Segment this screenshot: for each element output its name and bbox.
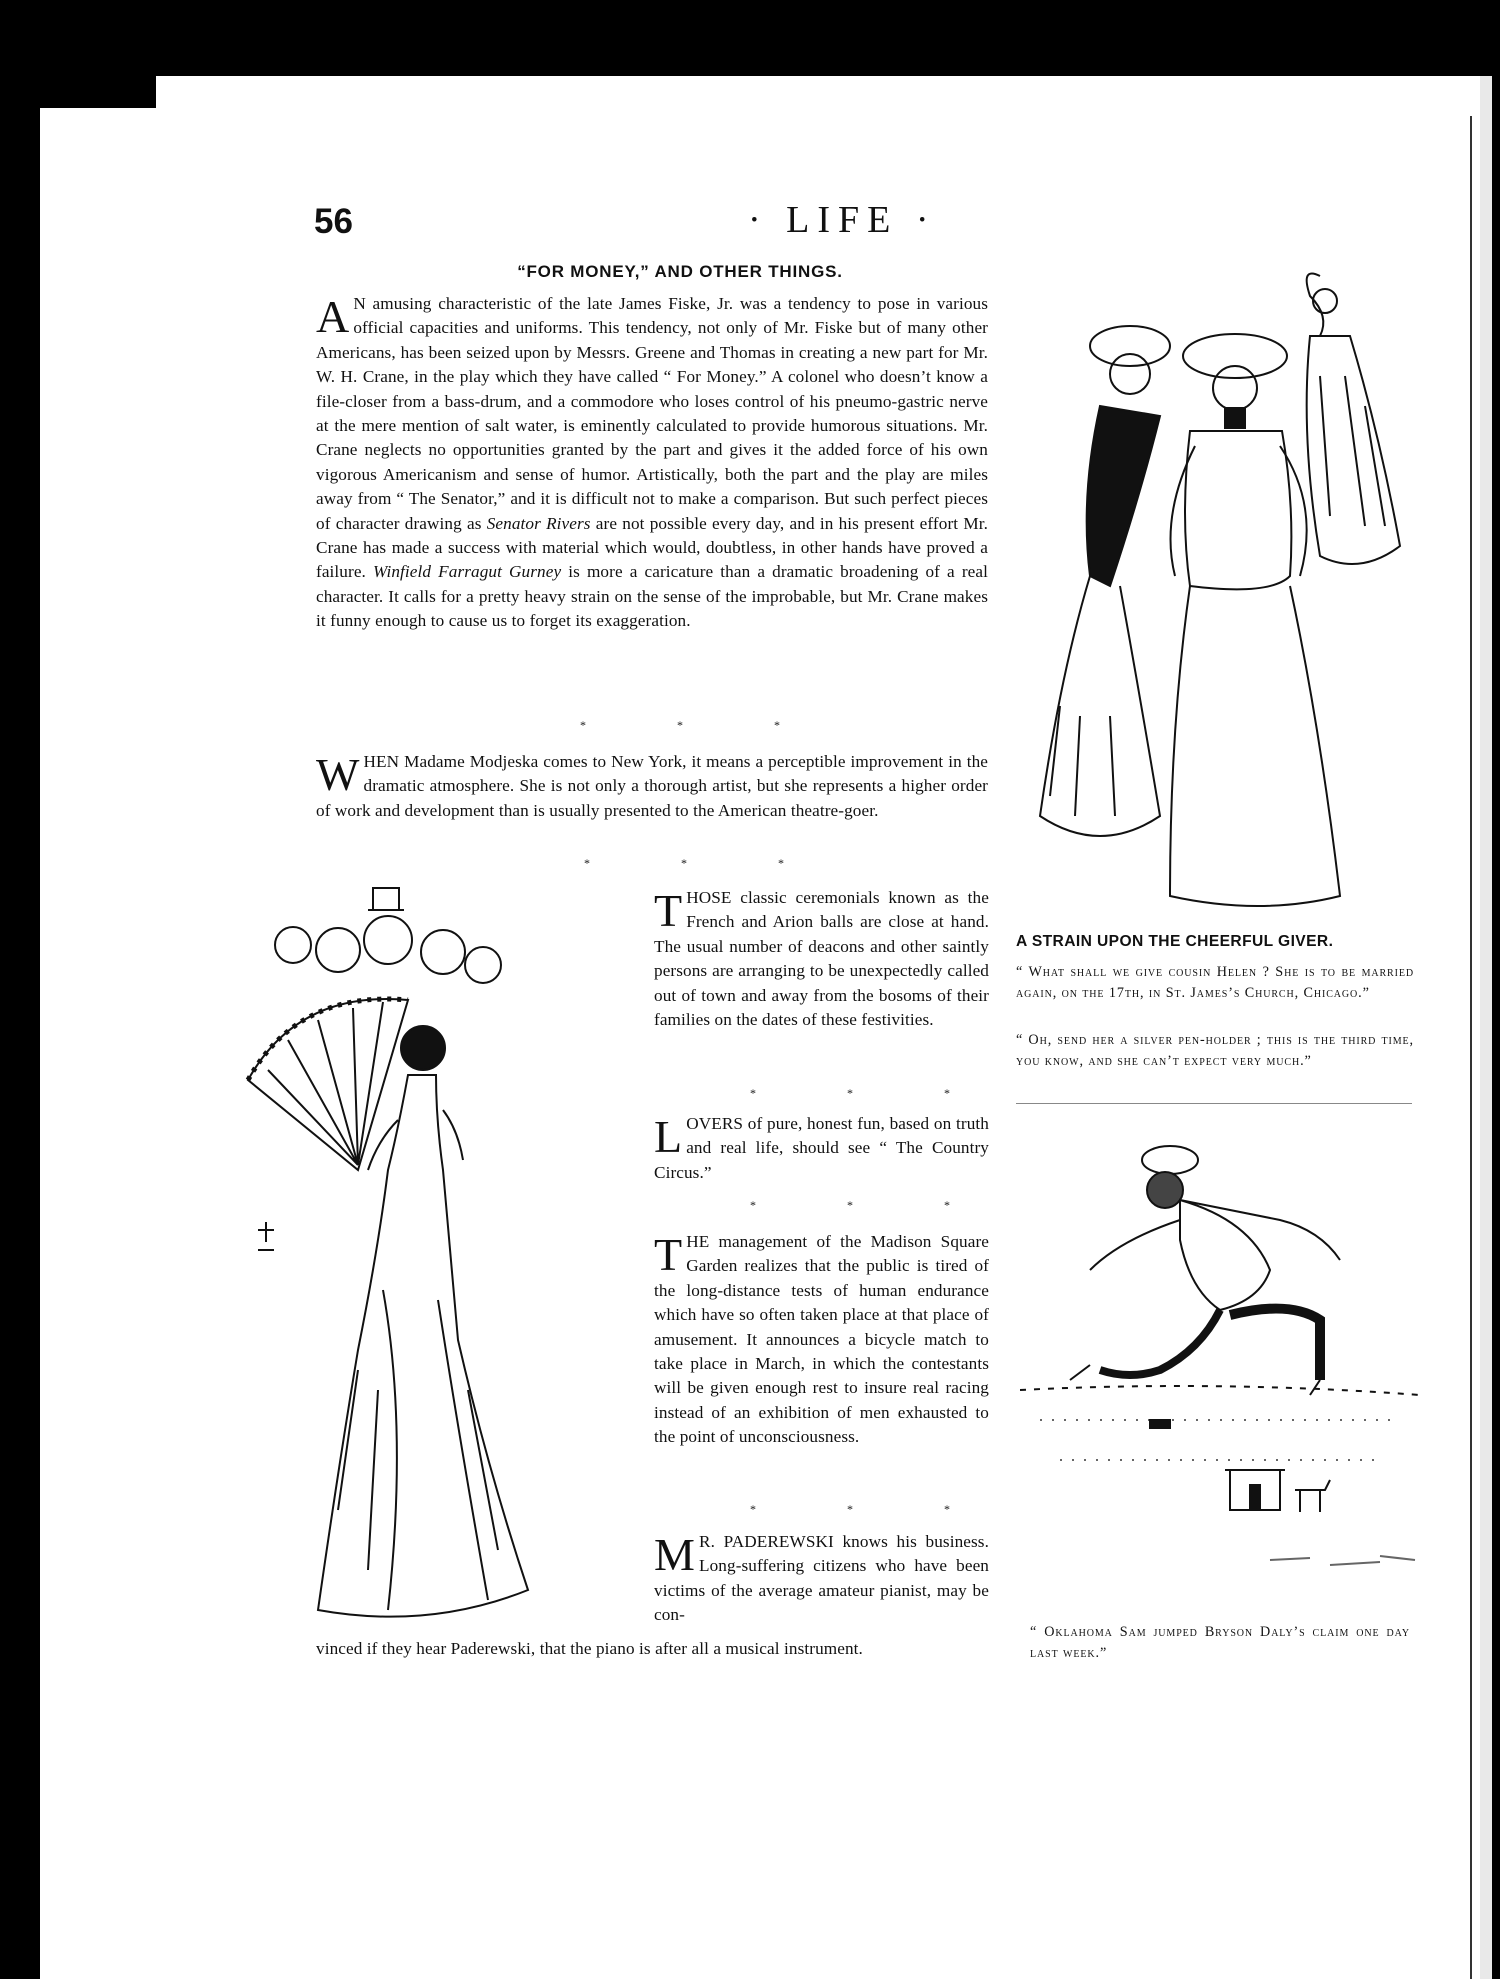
article-paderewski-tail (316, 1637, 988, 1661)
gutter-line (1470, 116, 1472, 1979)
drop-cap: A (316, 291, 350, 342)
article-paderewski (654, 1530, 989, 1628)
article-headline: “FOR MONEY,” AND OTHER THINGS. (517, 262, 843, 281)
article-paragraph: M R. PADEREWSKI knows his business. Long-suffering citizens who have been victims of the average amateur pianist, may be con- (654, 1529, 989, 1625)
sidebar-heading: A STRAIN UPON THE CHEERFUL GIVER. (1016, 933, 1334, 950)
jumping-man-illustration (1020, 1120, 1420, 1600)
article-paragraph: WHEN Madame Modjeska comes to New York, it means a perceptible improvement in the dramatic atmosphere. She is not only a thorough artist, but she represents a higher order of work and development than is usually presented to the American theatre-goer. (316, 749, 988, 820)
section-divider-stars: * * * (750, 1086, 994, 1100)
cartoon-dialogue-1: “ What shall we give cousin Helen ? She is to be married again, on the 17th, in St. James’s Church, Chicago.” (1016, 964, 1414, 1001)
drop-cap: T (654, 1229, 683, 1280)
masthead-title: · LIFE · (748, 199, 937, 241)
page-edge (1480, 76, 1492, 1979)
page-number: 56 (314, 202, 353, 241)
woman-with-fan-illustration (208, 870, 636, 1640)
drop-cap: T (654, 885, 683, 936)
women-shopping-illustration (1020, 256, 1420, 916)
cartoon-dialogue-2: “ Oh, send her a silver pen-holder ; this is the third time, you know, and she can’t expect very much.” (1016, 1032, 1414, 1069)
article-paragraph: THOSE classic ceremonials known as the French and Arion balls are close at hand. The usual number of deacons and other saintly persons are arranging to be unexpectedly called out of town and away from the bosoms of their families on the dates of these festivities. (654, 885, 989, 1030)
article-paragraph: vinced if they hear Paderewski, that the piano is after all a musical instrument. (316, 1639, 863, 1658)
italic-name: Senator Rivers (486, 513, 591, 533)
section-divider-stars: * * * (750, 1198, 994, 1212)
article-paragraph: A N amusing characteristic of the late James Fiske, Jr. was a tendency to pose in various official capacities and uniforms. This tendency, not only of Mr. Fiske but of many other Americans, has been seized upon by Messrs. Greene and Thomas in creating a new part for Mr. W. H. Crane, in the play which they have called “ For Money.” A colonel who doesn’t know a file-closer from a bass-drum, and a commodore who loses control of his pneumo-gastric nerve at the mere mention of salt water, is eminently calculated to provide humorous situations. Mr. Crane neglects no opportunities granted by the part and gives it the added force of his own vigorous Americanism and sense of humor. Artistically, both the part and the play are miles away from “ The Senator,” and it is difficult not to make a comparison. But such perfect pieces of character drawing as Senator Rivers are not possible every day, and in his present effort Mr. Crane has made a success with material which would, doubtless, in other hands have proved a failure. Winfield Farragut Gurney is more a caricature than a dramatic broadening of a real character. It calls for a pretty heavy strain on the sense of the improbable, but Mr. Crane makes it funny enough to cause us to forget its exaggeration. (316, 291, 989, 631)
drop-cap: M (654, 1529, 696, 1580)
article-modjeska (316, 750, 988, 823)
sidebar-divider (1016, 1103, 1412, 1104)
site-watermark: comicbooks.com (1232, 1924, 1467, 1957)
cartoon-caption-2: “ Oklahoma Sam jumped Bryson Daly’s claim one day last week.” (1030, 1624, 1410, 1661)
italic-name: Winfield Farragut Gurney (373, 562, 562, 582)
section-divider-stars: * * * (580, 718, 824, 732)
section-divider-stars: * * * (750, 1502, 994, 1516)
article-madison-square-garden (654, 1230, 989, 1450)
section-divider-stars: * * * (584, 856, 828, 870)
article-french-arion-balls (654, 886, 989, 1032)
article-paragraph: LOVERS of pure, honest fun, based on truth and real life, should see “ The Country Circus.” (654, 1111, 989, 1182)
drop-cap: W (316, 749, 360, 800)
article-country-circus (654, 1112, 989, 1185)
drop-cap: L (654, 1111, 683, 1162)
article-for-money (316, 292, 988, 634)
article-paragraph: THE management of the Madison Square Garden realizes that the public is tired of the long-distance tests of human endurance which have so often taken place at that place of amusement. It announces a bicycle match to take place in March, in which the contestants will be given enough rest to insure real racing instead of an exhibition of men exhausted to the point of unconsciousness. (654, 1229, 989, 1447)
